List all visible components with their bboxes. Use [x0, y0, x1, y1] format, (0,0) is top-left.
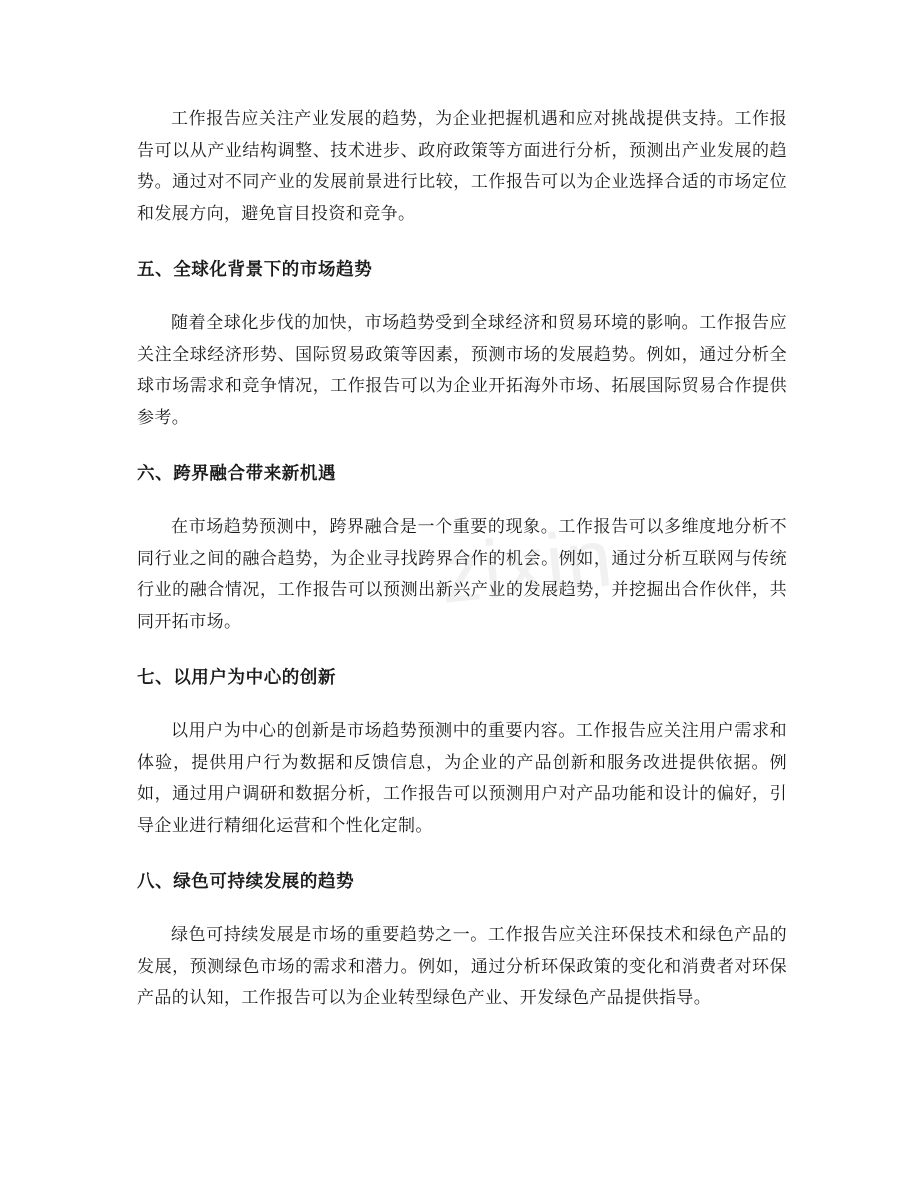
- section-paragraph-6: 在市场趋势预测中，跨界融合是一个重要的现象。工作报告可以多维度地分析不同行业之间的融合趋势，为企业寻找跨界合作的机会。例如，通过分析互联网与传统行业的融合情况，工作报告可以预测出新兴产业的发展趋势，并挖掘出合作伙伴，共同开拓市场。: [137, 517, 787, 632]
- section-heading-8: 八、绿色可持续发展的趋势: [137, 872, 355, 892]
- document-body: [137, 104, 787, 1015]
- section-paragraph-8: 绿色可持续发展是市场的重要趋势之一。工作报告应关注环保技术和绿色产品的发展，预测绿色市场的需求和潜力。例如，通过分析环保政策的变化和消费者对环保产品的认知，工作报告可以为企业转型绿色产业、开发绿色产品提供指导。: [137, 925, 787, 1008]
- section-paragraph-7: 以用户为中心的创新是市场趋势预测中的重要内容。工作报告应关注用户需求和体验，提供用户行为数据和反馈信息，为企业的产品创新和服务改进提供依据。例如，通过用户调研和数据分析，工作报告可以预测用户对产品功能和设计的偏好，引导企业进行精细化运营和个性化定制。: [137, 721, 787, 836]
- section-heading-7: 七、以用户为中心的创新: [137, 668, 337, 688]
- section-heading-5: 五、全球化背景下的市场趋势: [137, 260, 373, 280]
- section-heading-6: 六、跨界融合带来新机遇: [137, 464, 337, 484]
- intro-paragraph: 工作报告应关注产业发展的趋势，为企业把握机遇和应对挑战提供支持。工作报告可以从产业结构调整、技术进步、政府政策等方面进行分析，预测出产业发展的趋势。通过对不同产业的发展前景进行比较，工作报告可以为企业选择合适的市场定位和发展方向，避免盲目投资和竞争。: [137, 109, 787, 224]
- watermark: zixin: [435, 512, 619, 621]
- section-paragraph-5: 随着全球化步伐的加快，市场趋势受到全球经济和贸易环境的影响。工作报告应关注全球经济形势、国际贸易政策等因素，预测市场的发展趋势。例如，通过分析全球市场需求和竞争情况，工作报告可以为企业开拓海外市场、拓展国际贸易合作提供参考。: [137, 313, 787, 428]
